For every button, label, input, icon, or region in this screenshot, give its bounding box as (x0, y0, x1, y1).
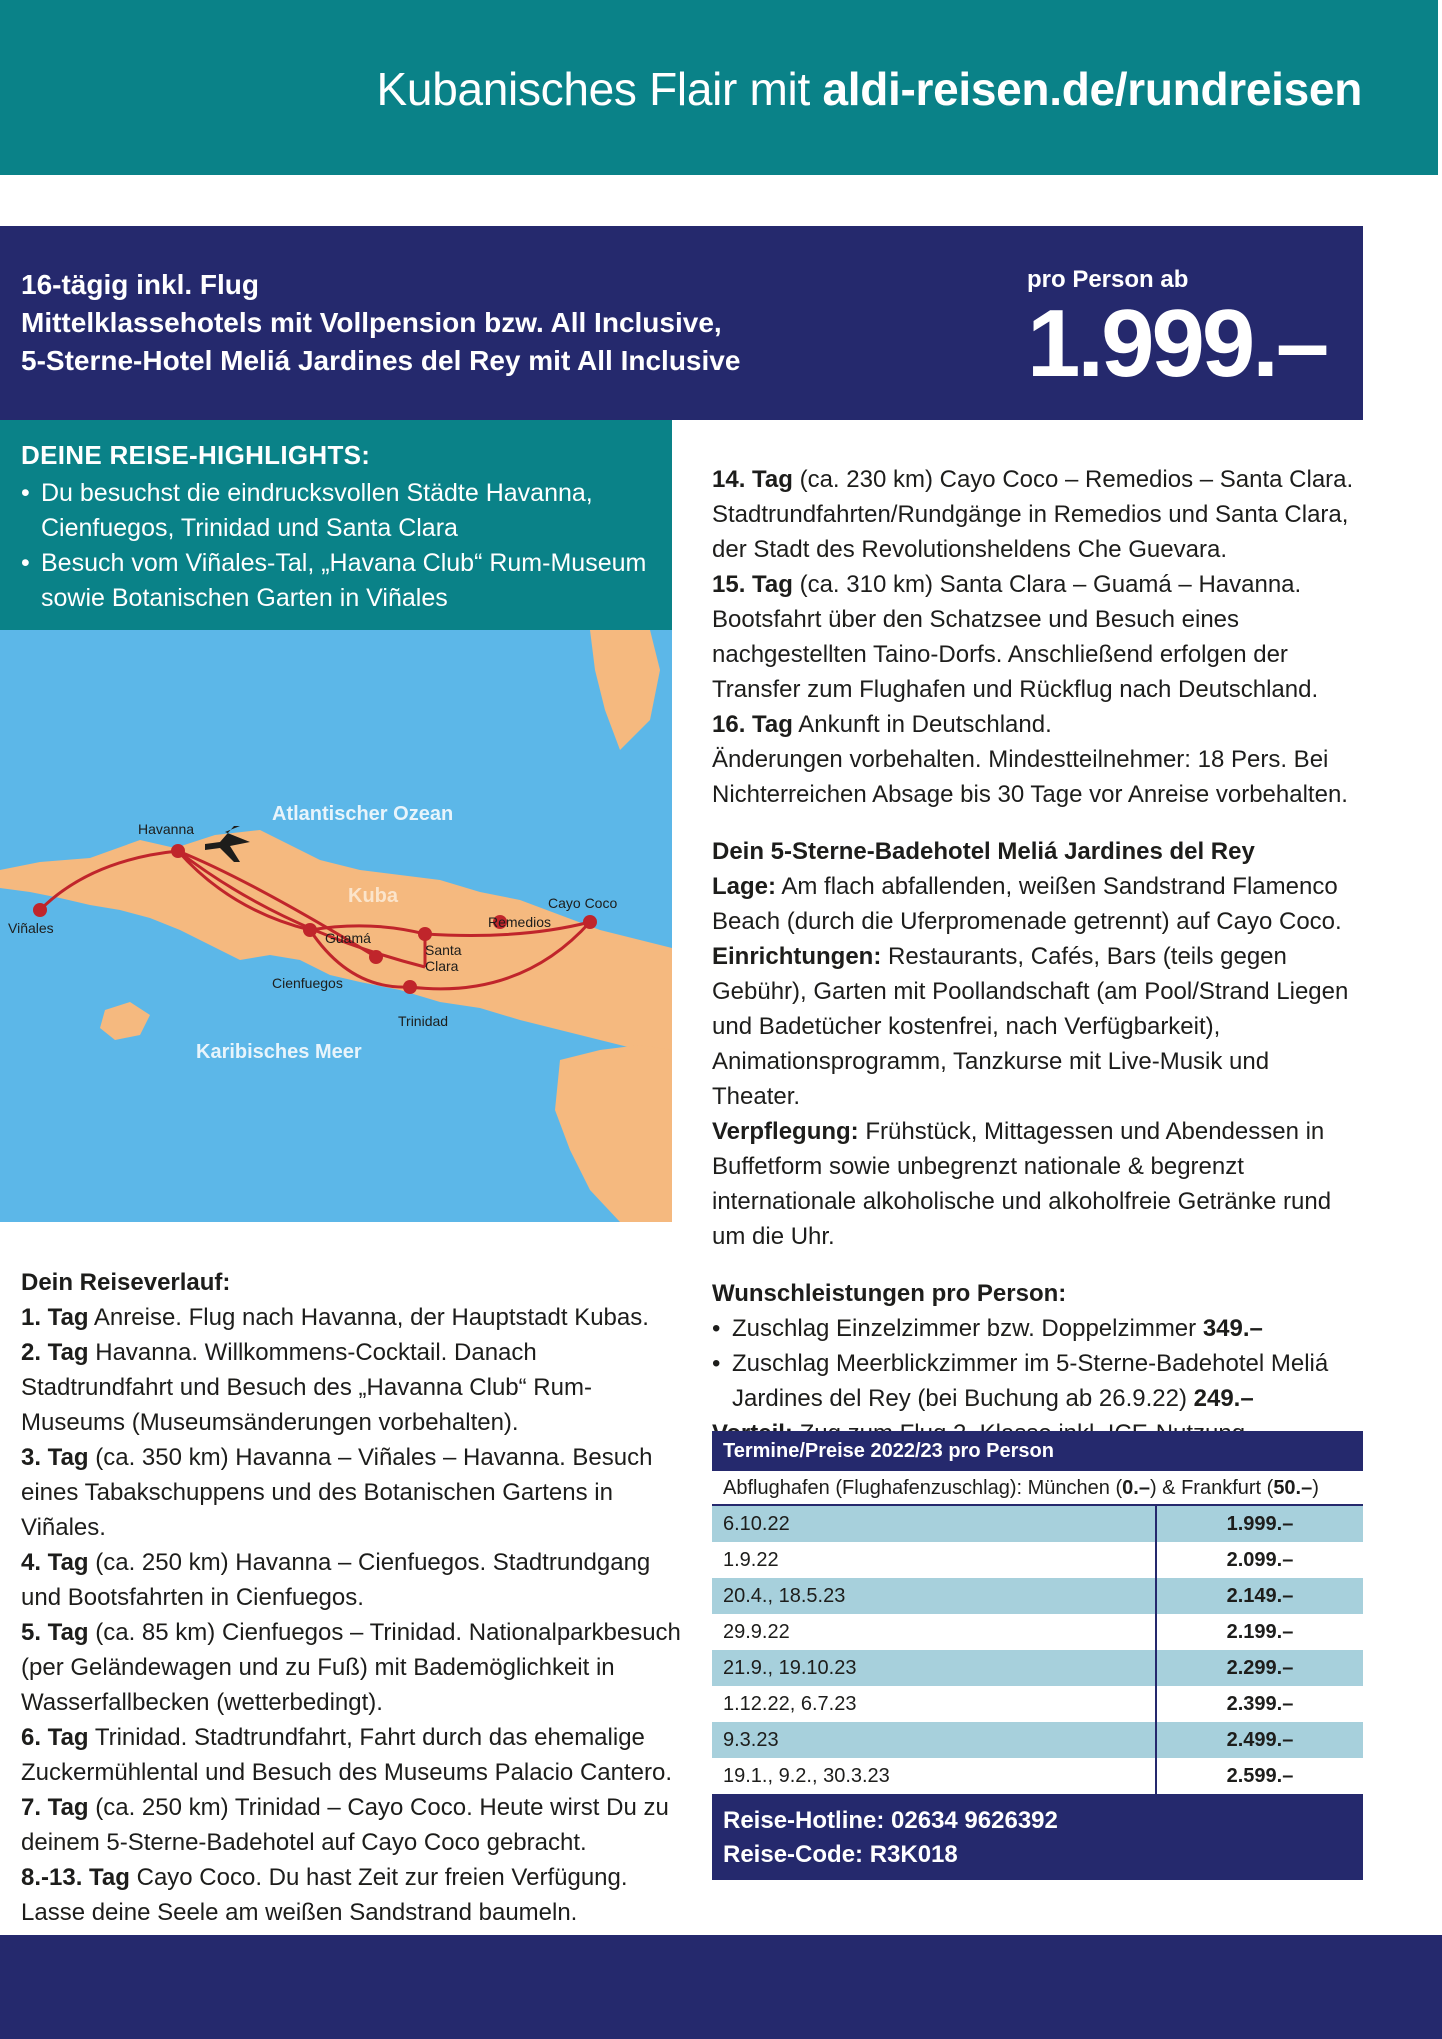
extras-item-text: Zuschlag Meerblickzimmer im 5-Sterne-Badehotel Meliá Jardines del Rey (bei Buchung ab 26.9.22) (732, 1350, 1329, 1412)
hotel-section-label: Einrichtungen: (712, 943, 882, 970)
hotel-section-text: Restaurants, Cafés, Bars (teils gegen Gebühr), Garten mit Poollandschaft (am Pool/Strand Liegen und Badetücher kostenfrei, nach Verfügbarkeit), Animationsprogramm, Tanzkurse mit Live-Musik und Theater. (712, 943, 1349, 1110)
spacer (712, 1254, 1362, 1276)
route-map-svg (0, 630, 672, 1222)
day-label: 7. Tag (21, 1794, 89, 1821)
price-table-airports (712, 1471, 1363, 1506)
itinerary-day (21, 1440, 681, 1545)
row-dates: 21.9., 19.10.23 (712, 1650, 1157, 1686)
airport-surcharge: 0.– (1122, 1477, 1150, 1499)
hotel-section (712, 939, 1362, 1114)
extras-item (712, 1311, 1362, 1346)
day-label: 14. Tag (712, 466, 793, 493)
table-row (712, 1578, 1363, 1614)
day-text: Ankunft in Deutschland. (792, 711, 1052, 738)
map-label-country: Kuba (348, 885, 398, 907)
map-label-ocean: Atlantischer Ozean (272, 803, 454, 825)
itinerary-day (21, 1860, 681, 1930)
extras-item (712, 1346, 1362, 1416)
offer-box (0, 226, 1363, 420)
day-label: 16. Tag (712, 711, 793, 738)
day-text: (ca. 310 km) Santa Clara – Guamá – Havanna. Bootsfahrt über den Schatzsee und Besuch eines nachgestellten Taino-Dorfs. Anschließend erfolgen der Transfer zum Flughafen und Rückflug nach Deutschland. (712, 571, 1319, 703)
row-price: 2.299.– (1226, 1657, 1294, 1679)
offer-lines (21, 266, 740, 380)
itinerary-day (712, 462, 1362, 567)
itinerary-day (21, 1300, 681, 1335)
day-label: 2. Tag (21, 1339, 89, 1366)
hotel-section-text: Am flach abfallenden, weißen Sandstrand Flamenco Beach (durch die Uferpromenade getrennt) auf Cayo Coco. (712, 873, 1342, 935)
extras-item-price: 249.– (1193, 1385, 1254, 1412)
map-label-trinidad: Trinidad (398, 1013, 449, 1029)
hotel-section (712, 1114, 1362, 1254)
itinerary-day (21, 1720, 681, 1790)
row-dates: 29.9.22 (712, 1614, 1157, 1650)
table-row (712, 1614, 1363, 1650)
day-text: Havanna. Willkommens-Cocktail. Danach Stadtrundfahrt und Besuch des „Havanna Club“ Rum-Museums (Museumsänderungen vorbehalten). (21, 1339, 592, 1436)
map-label-cienfuegos: Cienfuegos (272, 975, 343, 991)
per-person-label: pro Person ab (1027, 266, 1189, 293)
hotel-section-label: Lage: (712, 873, 777, 900)
day-text: (ca. 350 km) Havanna – Viñales – Havanna. Besuch eines Tabakschuppens und des Botanischen Gartens in Viñales. (21, 1444, 653, 1541)
offer-line: Mittelklassehotels mit Vollpension bzw. All Inclusive, (21, 307, 722, 338)
price-table-heading: Termine/Preise 2022/23 pro Person (712, 1431, 1363, 1471)
travel-code: Reise-Code: R3K018 (723, 1841, 958, 1868)
map-label-havana: Havanna (138, 821, 195, 837)
map-label-sea: Karibisches Meer (196, 1041, 362, 1063)
city-marker-havana (171, 844, 185, 858)
day-text: (ca. 230 km) Cayo Coco – Remedios – Santa Clara. Stadtrundfahrten/Rundgänge in Remedios und Santa Clara, der Stadt des Revolutionsheldens Che Guevara. (712, 466, 1354, 563)
airport-text: ) (1312, 1477, 1319, 1499)
row-dates: 20.4., 18.5.23 (712, 1578, 1157, 1614)
offer-line: 5-Sterne-Hotel Meliá Jardines del Rey mit All Inclusive (21, 345, 741, 376)
itinerary-day (21, 1790, 681, 1860)
map-label-remedios: Remedios (488, 914, 552, 930)
city-marker-vinales (33, 903, 47, 917)
airport-surcharge: 50.– (1273, 1477, 1313, 1499)
airport-text: Abflughafen (Flughafenzuschlag): München ( (723, 1477, 1123, 1499)
hotel-heading: Dein 5-Sterne-Badehotel Meliá Jardines del Rey (712, 838, 1255, 865)
itinerary-day (712, 707, 1362, 742)
row-price: 2.599.– (1226, 1765, 1294, 1787)
price-table-footer (712, 1794, 1363, 1880)
map-label-clara: Clara (425, 958, 459, 974)
city-marker-guama (303, 923, 317, 937)
hotel-section-text: Frühstück, Mittagessen und Abendessen in Buffetform sowie unbegrenzt nationale & begrenzt internationale alkoholische und alkoholfreie Getränke rund um die Uhr. (712, 1118, 1332, 1250)
day-text: (ca. 250 km) Havanna – Cienfuegos. Stadtrundgang und Bootsfahrten in Cienfuegos. (21, 1549, 651, 1611)
extras-item-text: Zuschlag Einzelzimmer bzw. Doppelzimmer (732, 1315, 1203, 1342)
extras-item-price: 349.– (1202, 1315, 1263, 1342)
day-label: 5. Tag (21, 1619, 89, 1646)
day-text: Anreise. Flug nach Havanna, der Hauptstadt Kubas. (88, 1304, 649, 1331)
extras-list (712, 1311, 1362, 1416)
highlights-list (21, 476, 661, 616)
day-text: (ca. 85 km) Cienfuegos – Trinidad. Nationalparkbesuch (per Geländewagen und zu Fuß) mit Bademöglichkeit in Wasserfallbecken (wetterbedingt). (21, 1619, 681, 1716)
bottom-band (0, 1935, 1442, 2039)
top-banner (0, 0, 1442, 175)
row-dates: 6.10.22 (712, 1506, 1157, 1542)
day-text: (ca. 250 km) Trinidad – Cayo Coco. Heute wirst Du zu deinem 5-Sterne-Badehotel auf Cayo Coco gebracht. (21, 1794, 669, 1856)
table-row (712, 1686, 1363, 1722)
map-label-santa: Santa (425, 942, 462, 958)
itinerary-heading: Dein Reiseverlauf: (21, 1269, 231, 1296)
city-marker-cayo-coco (583, 915, 597, 929)
map-label-guama: Guamá (325, 930, 371, 946)
row-dates: 1.12.22, 6.7.23 (712, 1686, 1157, 1722)
offer-line: 16-tägig inkl. Flug (21, 269, 260, 300)
banner-title-light: Kubanisches Flair mit (376, 63, 823, 115)
banner-title (377, 62, 1362, 116)
row-price: 2.099.– (1226, 1549, 1294, 1571)
map-label-vinales: Viñales (8, 920, 54, 936)
row-price: 2.399.– (1226, 1693, 1294, 1715)
row-price: 2.149.– (1226, 1585, 1294, 1607)
row-dates: 9.3.23 (712, 1722, 1157, 1758)
day-label: 15. Tag (712, 571, 793, 598)
day-text: Trinidad. Stadtrundfahrt, Fahrt durch das ehemalige Zuckermühlental und Besuch des Museums Palacio Cantero. (21, 1724, 672, 1786)
city-marker-santa-clara (418, 927, 432, 941)
table-row (712, 1506, 1363, 1542)
table-row (712, 1758, 1363, 1794)
hotel-section (712, 869, 1362, 939)
itinerary-day (21, 1545, 681, 1615)
highlights-heading: DEINE REISE-HIGHLIGHTS: (21, 440, 371, 470)
route-map (0, 630, 672, 1222)
day-label: 3. Tag (21, 1444, 89, 1471)
itinerary-day (21, 1615, 681, 1720)
price-table (712, 1431, 1363, 1880)
itinerary-day (712, 567, 1362, 707)
day-label: 4. Tag (21, 1549, 89, 1576)
hotel-section-label: Verpflegung: (712, 1118, 859, 1145)
row-price: 2.199.– (1226, 1621, 1294, 1643)
row-price: 2.499.– (1226, 1729, 1294, 1751)
offer-price: 1.999.– (1027, 290, 1327, 397)
extras-heading: Wunschleistungen pro Person: (712, 1280, 1067, 1307)
top-strip (1438, 0, 1442, 175)
airport-text: ) & Frankfurt ( (1149, 1477, 1274, 1499)
table-row (712, 1650, 1363, 1686)
itinerary-day (21, 1335, 681, 1440)
row-price: 1.999.– (1226, 1513, 1294, 1535)
day-label: 8.-13. Tag (21, 1864, 130, 1891)
city-marker-cienfuegos (369, 950, 383, 964)
row-dates: 19.1., 9.2., 30.3.23 (712, 1758, 1157, 1794)
highlight-item: • Besuch vom Viñales-Tal, „Havana Club“ Rum-Museum sowie Botanischen Garten in Viñales (21, 546, 661, 616)
city-marker-trinidad (403, 980, 417, 994)
day-label: 1. Tag (21, 1304, 89, 1331)
map-label-cayo-coco: Cayo Coco (548, 895, 618, 911)
table-row (712, 1542, 1363, 1578)
table-row (712, 1722, 1363, 1758)
itinerary-note: Änderungen vorbehalten. Mindestteilnehmer: 18 Pers. Bei Nichterreichen Absage bis 30 Tage vor Anreise vorbehalten. (712, 746, 1348, 808)
day-label: 6. Tag (21, 1724, 89, 1751)
hotline[interactable]: Reise-Hotline: 02634 9626392 (723, 1807, 1058, 1834)
day-text: Cayo Coco. Du hast Zeit zur freien Verfügung. Lasse deine Seele am weißen Sandstrand baumeln. (21, 1864, 628, 1926)
highlights-box (0, 420, 672, 630)
itinerary-left (21, 1265, 681, 1930)
itinerary-right (712, 462, 1362, 1451)
spacer (712, 812, 1362, 834)
row-dates: 1.9.22 (712, 1542, 1157, 1578)
banner-url[interactable]: aldi-reisen.de/rundreisen (822, 63, 1362, 115)
highlight-item: • Du besuchst die eindrucksvollen Städte Havanna, Cienfuegos, Trinidad und Santa Clara (21, 476, 661, 546)
